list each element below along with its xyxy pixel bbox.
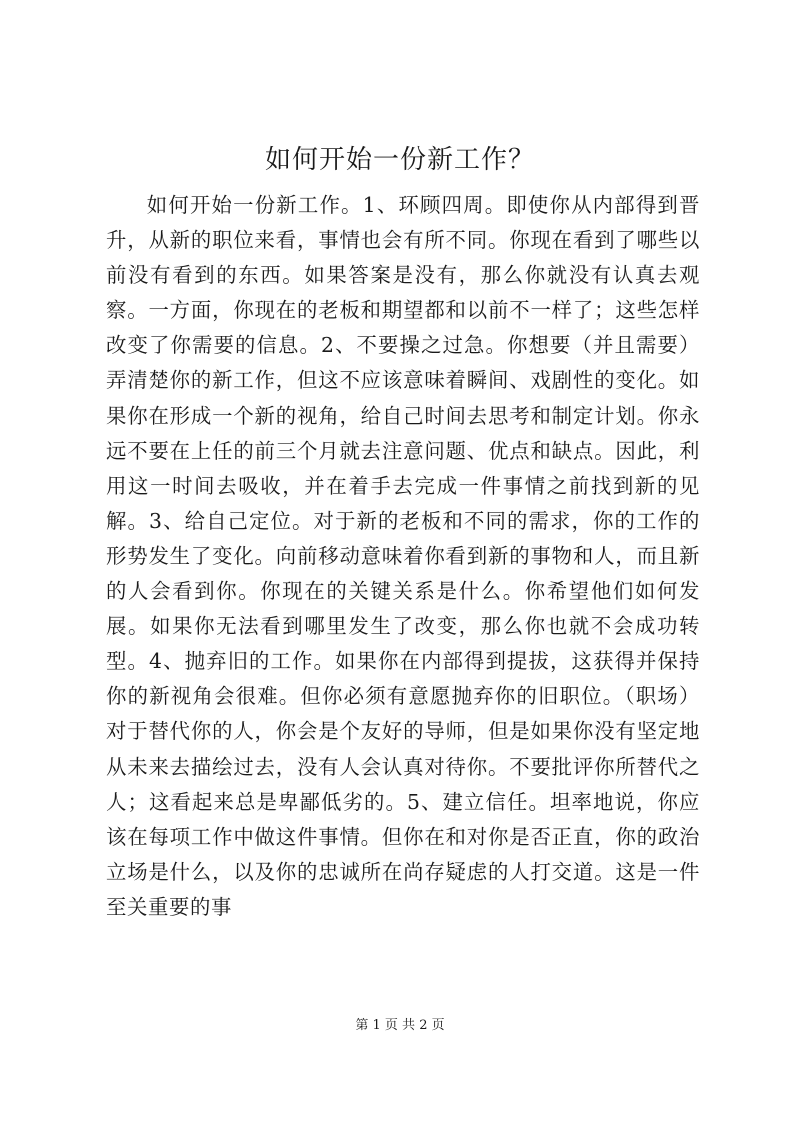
page-number-footer: 第 1 页 共 2 页 — [355, 1018, 445, 1033]
page-title: 如何开始一份新工作？ — [264, 145, 535, 175]
body-paragraph: 如何开始一份新工作。1、环顾四周。即使你从内部得到晋升，从新的职位来看，事情也会有所不同。你现在看到了哪些以前没有看到的东西。如果答案是没有，那么你就没有认真去观察。一方面，你现在的老板和期望都和以前不一样了；这些怎样改变了你需要的信息。2、不要操之过急。你想要（并且需要）弄清楚你的新工作，但这不应该意味着瞬间、戏剧性的变化。如果你在形成一个新的视角，给自己时间去思考和制定计划。你永远不要在上任的前三个月就去注意问题、优点和缺点。因此，利用这一时间去吸收，并在着手去完成一件事情之前找到新的见解。3、给自己定位。对于新的老板和不同的需求，你的工作的形势发生了变化。向前移动意味着你看到新的事物和人，而且新的人会看到你。你现在的关键关系是什么。你希望他们如何发展。如果你无法看到哪里发生了改变，那么你也就不会成功转型。4、抛弃旧的工作。如果你在内部得到提拔，这获得并保持你的新视角会很难。但你必须有意愿抛弃你的旧职位。（职场）对于替代你的人，你会是个友好的导师，但是如果你没有坚定地从未来去描绘过去，没有人会认真对待你。不要批评你所替代之人；这看起来总是卑鄙低劣的。5、建立信任。坦率地说，你应该在每项工作中做这件事情。但你在和对你是否正直，你的政治立场是什么，以及你的忠诚所在尚存疑虑的人打交道。这是一件至关重要的事 — [106, 193, 700, 919]
